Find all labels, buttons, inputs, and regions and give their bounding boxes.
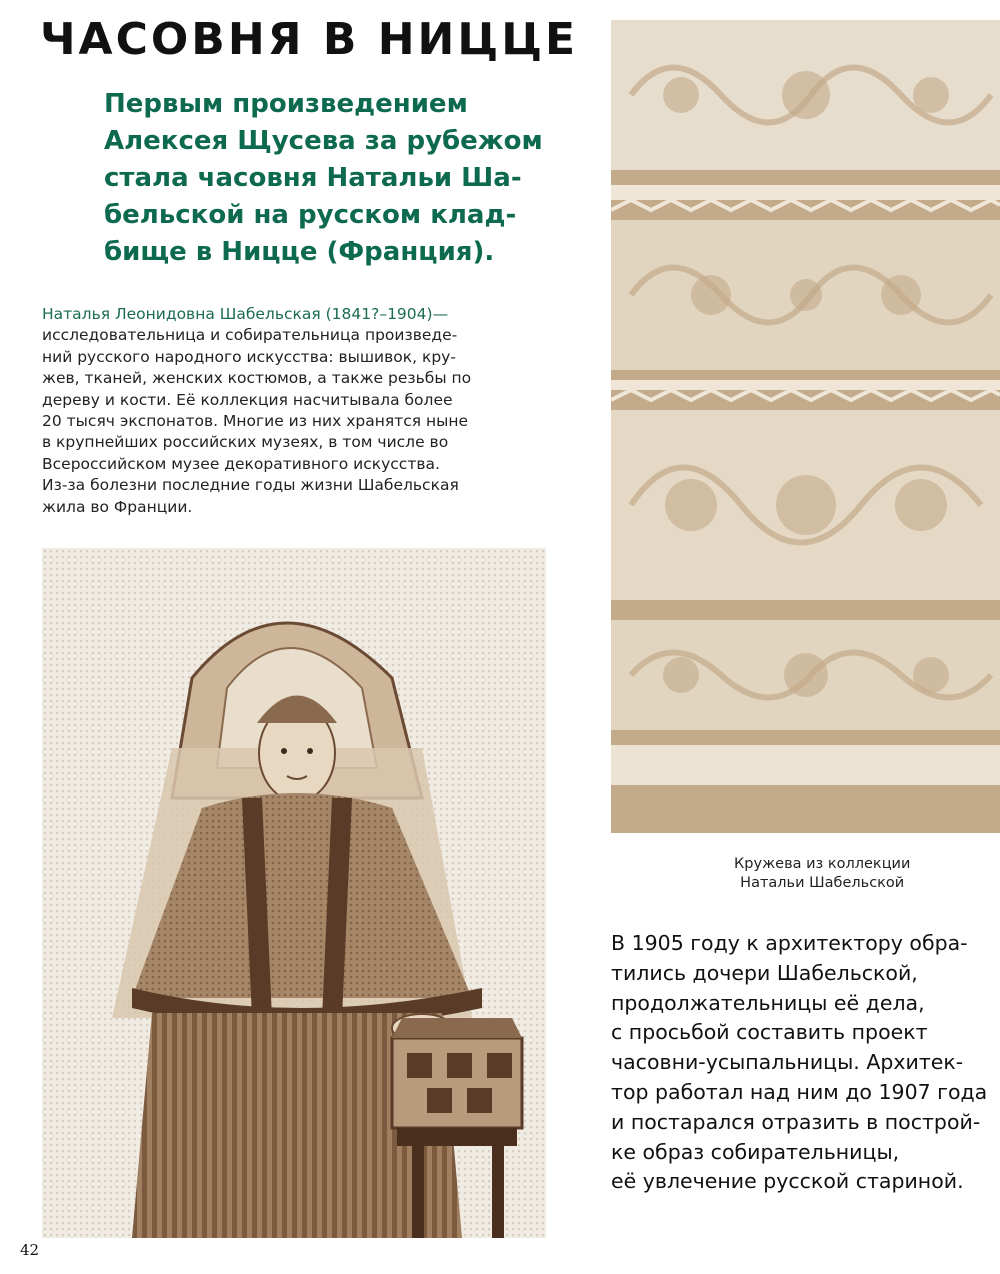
lead-line: бельской на русском клад- [104,200,517,230]
lace-illustration [611,20,1000,833]
caption-line: Натальи Шабельской [740,875,905,891]
portrait-image [42,548,546,1238]
biography-line: Из-за болезни последние годы жизни Шабельская [42,476,459,495]
closing-line: В 1905 году к архитектору обра- [611,931,968,955]
lead-line: стала часовня Натальи Ша- [104,163,522,193]
page-number: 42 [20,1241,40,1259]
biography-line: дереву и кости. Её коллекция насчитывала более [42,390,453,409]
lead-paragraph [104,86,574,271]
closing-line: тились дочери Шабельской, [611,960,918,985]
closing-line: её увлечение русской стариной. [611,1169,964,1194]
biography-line: жев, тканей, женских костюмов, а также резьбы по [42,369,472,388]
biography-line: в крупнейших российских музеях, в том числе во [42,433,449,452]
biography-name-text: Наталья Леонидовна Шабельская (1841?–1904) [42,305,433,323]
biography-line: жила во Франции. [42,497,193,516]
closing-line: продолжательницы её дела, [611,990,925,1015]
lead-line: бище в Ницце (Франция). [104,237,495,267]
biography-line: Всероссийском музее декоративного искусства. [42,454,440,473]
closing-line: тор работал над ним до 1907 года [611,1079,988,1104]
lace-caption [734,855,910,893]
closing-line: с просьбой составить проект [611,1020,928,1045]
biography-paragraph [42,304,512,518]
closing-line: ке образ собирательницы, [611,1139,900,1164]
biography-name: Наталья Леонидовна Шабельская (1841?–1904)— [42,305,449,323]
closing-paragraph [611,929,1000,1197]
closing-line: и постарался отразить в построй- [611,1109,981,1134]
biography-line: ний русского народного искусства: вышивок, кру- [42,347,456,366]
lace-image [611,20,1000,833]
page-title: ЧАСОВНЯ В НИЦЦЕ [40,14,579,65]
biography-line: исследовательница и собирательница произведе- [42,326,458,345]
biography-line: 20 тысяч экспонатов. Многие из них хранятся ныне [42,412,469,431]
lead-line: Первым произведением [104,89,468,119]
caption-line: Кружева из коллекции [734,856,911,872]
portrait-illustration [42,548,546,1238]
lead-line: Алексея Щусева за рубежом [104,126,543,156]
closing-line: часовни-усыпальницы. Архитек- [611,1050,964,1075]
